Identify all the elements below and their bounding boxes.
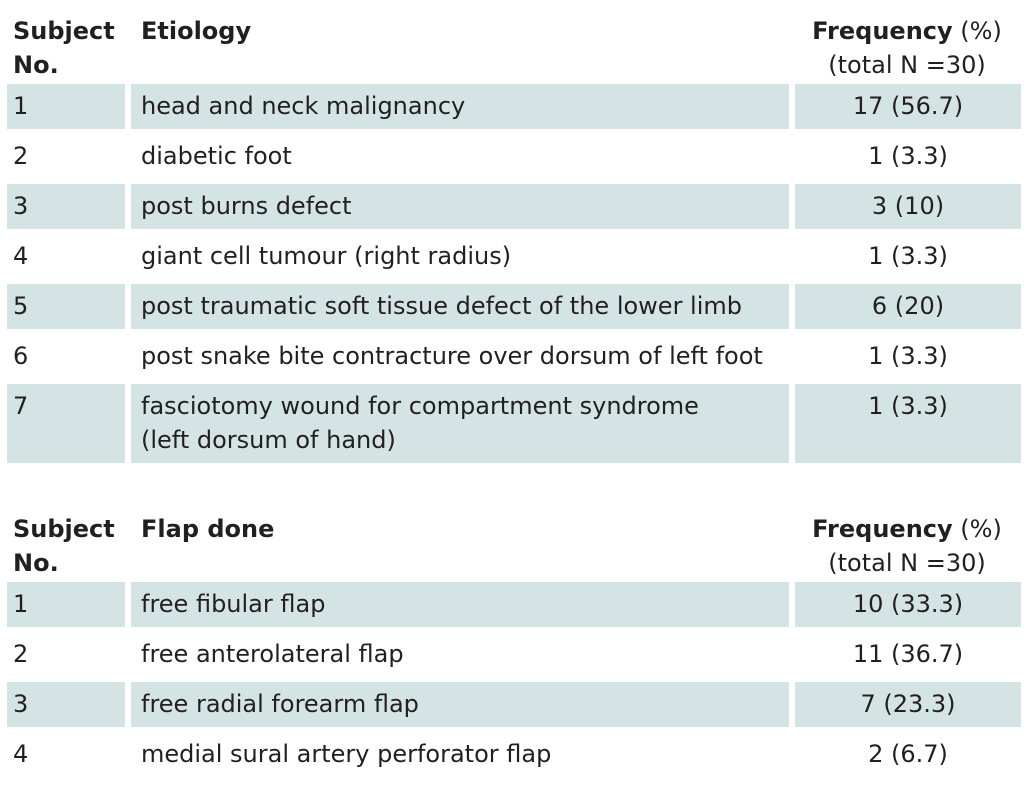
- etiology-cell: giant cell tumour (right radius): [141, 242, 512, 270]
- frequency-cell: 1 (3.3): [868, 242, 948, 270]
- frequency-cell: 17 (56.7): [795, 84, 1021, 129]
- frequency-header: Frequency (%) (total N =30): [812, 17, 1002, 79]
- subject-no: 6: [13, 342, 29, 370]
- subject-no: 4: [13, 740, 29, 768]
- table-row: [7, 334, 1027, 379]
- etiology-cell: diabetic foot: [141, 142, 292, 170]
- subject-no: 4: [13, 242, 29, 270]
- subject-no: 3: [7, 184, 125, 229]
- table-row: [7, 384, 1027, 463]
- table-row: [7, 184, 1027, 229]
- frequency-cell: 11 (36.7): [852, 640, 964, 668]
- frequency-cell: 7 (23.3): [795, 682, 1021, 727]
- table-row: [7, 582, 1027, 627]
- frequency-cell: 1 (3.3): [868, 142, 948, 170]
- subject-no-header: Subject No.: [13, 515, 115, 577]
- frequency-cell: 1 (3.3): [795, 384, 1021, 463]
- etiology-table: [7, 10, 1027, 468]
- etiology-cell: post burns defect: [131, 184, 789, 229]
- flap-cell: medial sural artery perforator flap: [141, 740, 552, 768]
- table-row: [7, 234, 1027, 279]
- etiology-cell: post snake bite contracture over dorsum of left foot: [141, 342, 763, 370]
- flap-cell: free radial forearm flap: [131, 682, 789, 727]
- table-row: [7, 134, 1027, 179]
- frequency-cell: 1 (3.3): [868, 342, 948, 370]
- etiology-header: Etiology: [141, 17, 252, 45]
- subject-no: 7: [7, 384, 125, 463]
- table-header: [7, 10, 1027, 80]
- frequency-cell: 3 (10): [795, 184, 1021, 229]
- table-row: [7, 632, 1027, 677]
- etiology-cell: post traumatic soft tissue defect of the lower limb: [131, 284, 789, 329]
- etiology-cell: fasciotomy wound for compartment syndrome (left dorsum of hand): [131, 384, 789, 463]
- subject-no: 1: [7, 582, 125, 627]
- table-row: [7, 284, 1027, 329]
- subject-no: 5: [7, 284, 125, 329]
- frequency-cell: 10 (33.3): [795, 582, 1021, 627]
- subject-no: 2: [13, 142, 29, 170]
- frequency-cell: 2 (6.7): [868, 740, 948, 768]
- table-row: [7, 682, 1027, 727]
- subject-no-header: Subject No.: [13, 17, 115, 79]
- subject-no: 3: [7, 682, 125, 727]
- flap-cell: free anterolateral flap: [141, 640, 404, 668]
- flap-cell: free fibular flap: [131, 582, 789, 627]
- frequency-cell: 6 (20): [795, 284, 1021, 329]
- etiology-cell: head and neck malignancy: [131, 84, 789, 129]
- table-header: [7, 508, 1027, 578]
- frequency-header: Frequency (%) (total N =30): [812, 515, 1002, 577]
- flap-table: [7, 508, 1027, 782]
- table-row: [7, 732, 1027, 777]
- flap-done-header: Flap done: [141, 515, 275, 543]
- subject-no: 2: [13, 640, 29, 668]
- table-row: [7, 84, 1027, 129]
- subject-no: 1: [7, 84, 125, 129]
